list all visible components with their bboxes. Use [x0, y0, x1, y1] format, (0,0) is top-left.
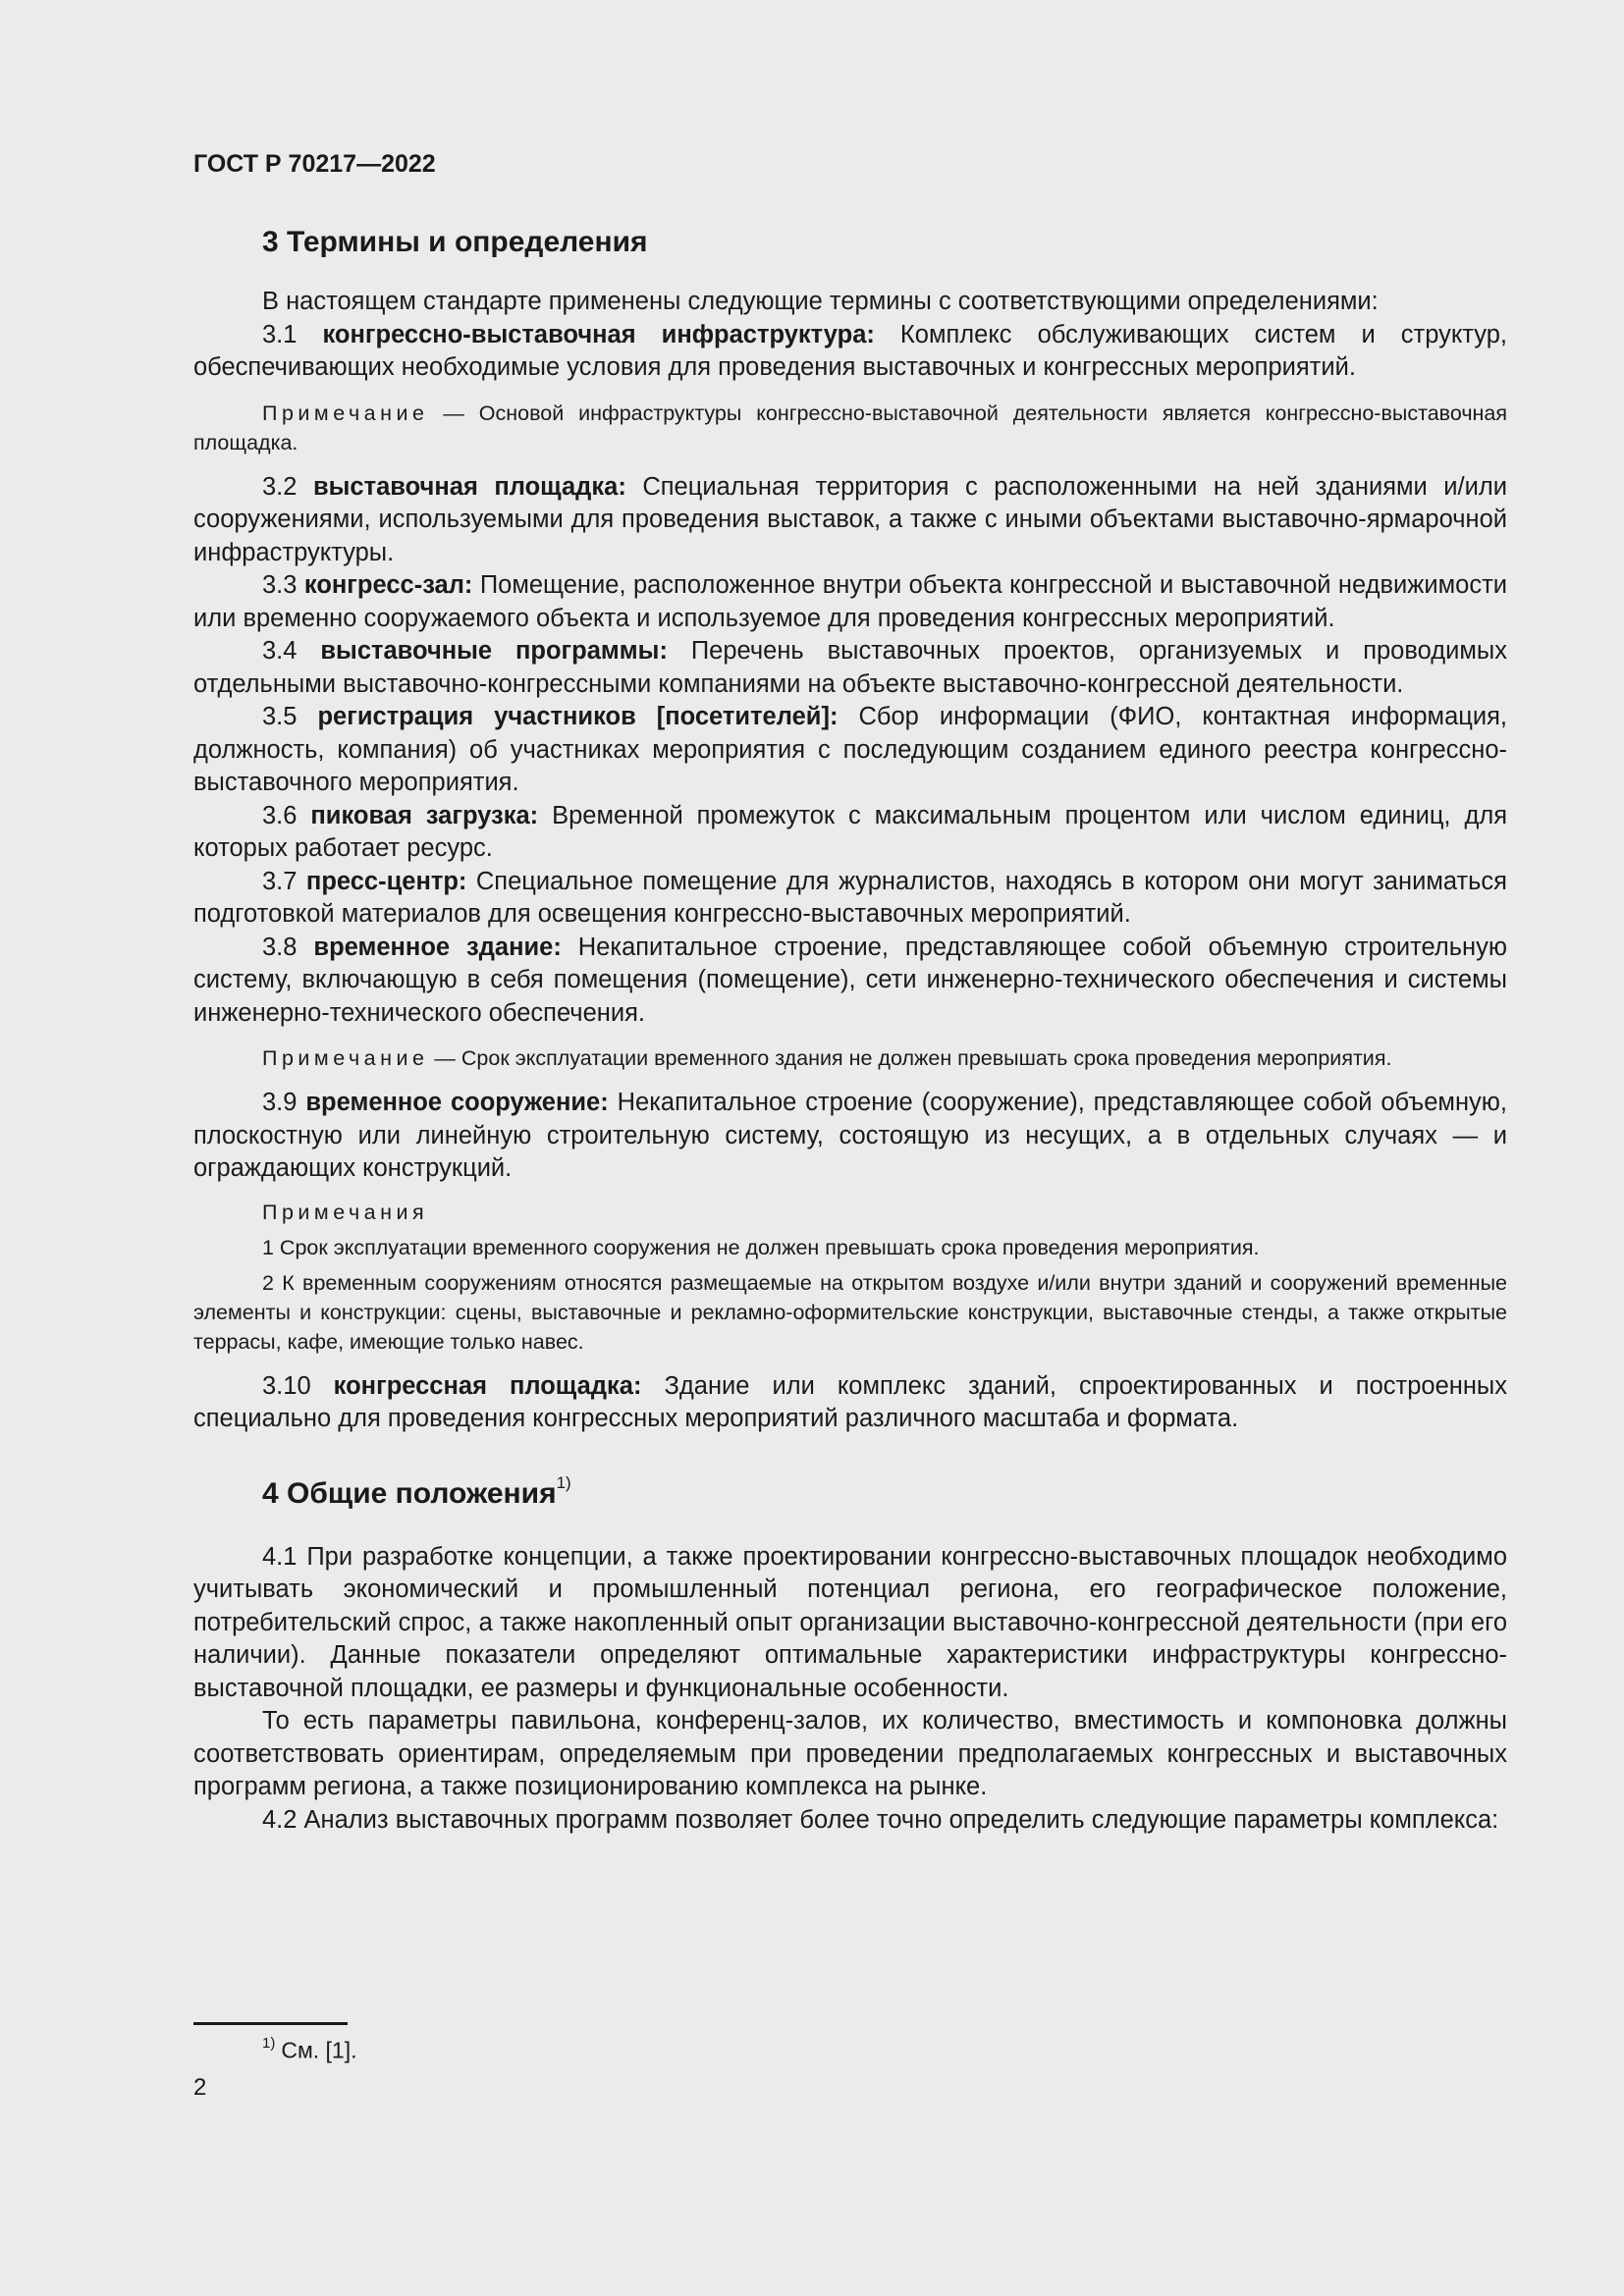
term-name: временное сооружение: [305, 1089, 609, 1116]
note-item: 1 Срок эксплуатации временного сооружения не должен превышать срока проведения мероприятия. [262, 1235, 1260, 1259]
note-label: Примечание [262, 400, 429, 425]
page-content [193, 142, 1507, 1837]
term-definition: Помещение, расположенное внутри объекта конгрессной и выставочной недвижимости или временно сооружаемого объекта и используемое для проведения конгрессных мероприятий. [193, 571, 1507, 632]
term-name: выставочные программы: [320, 637, 668, 665]
term-number: 3.10 [262, 1371, 311, 1400]
term-definition: Некапитальное строение, представляющее собой объемную строительную систему, включающую в себя помещения (помещение), сети инженерно-технического обеспечения и системы инженерно-технического обеспечения. [193, 933, 1507, 1027]
term-number: 3.5 [262, 703, 298, 730]
note-label: Примечание [262, 1046, 429, 1070]
section-3-title: 3 Термины и определения [262, 226, 648, 258]
term-number: 3.3 [262, 571, 298, 599]
footnote [262, 2031, 357, 2065]
term-3-7 [193, 866, 1507, 932]
section-4-title [193, 1466, 1507, 1516]
term-name: пиковая загрузка: [310, 801, 539, 829]
term-3-1 [193, 319, 1507, 385]
term-3-2 [193, 471, 1507, 570]
term-number: 3.4 [262, 637, 298, 665]
term-3-4 [193, 635, 1507, 701]
term-3-10 [193, 1370, 1507, 1436]
term-3-5 [193, 701, 1507, 800]
footnote-mark: 1) [262, 2035, 276, 2052]
paragraph-4-2: 4.2 Анализ выставочных программ позволяет более точно определить следующие параметры комплекса: [262, 1805, 1499, 1834]
term-number: 3.7 [262, 867, 298, 895]
term-definition: Специальное помещение для журналистов, находясь в котором они могут заниматься подготовкой материалов для освещения конгрессно-выставочных мероприятий. [193, 867, 1507, 928]
term-number: 3.9 [262, 1089, 298, 1116]
page-number: 2 [193, 2074, 207, 2101]
term-number: 3.8 [262, 933, 298, 961]
paragraph-4-1-cont: То есть параметры павильона, конференц-залов, их количество, вместимость и компоновка должны соответствовать ориентирам, определяемым при проведении предполагаемых конгрессных и выставочных программ региона, а также позиционированию комплекса на рынке. [193, 1707, 1507, 1800]
term-name: конгрессная площадка: [333, 1371, 642, 1400]
notes-3-9 [193, 1198, 1507, 1357]
notes-label: Примечания [262, 1200, 429, 1224]
term-definition: Временной промежуток с максимальным процентом или числом единиц, для которых работает ресурс. [193, 801, 1508, 862]
term-3-8 [193, 932, 1507, 1031]
term-name: временное здание: [313, 933, 562, 961]
section-3-intro: В настоящем стандарте применены следующие термины с соответствующими определениями: [262, 288, 1379, 315]
term-number: 3.1 [262, 320, 298, 348]
term-definition: Некапитальное строение (сооружение), представляющее собой объемную, плоскостную или линейную строительную систему, состоящую из несущих, а в отдельных случаях — и ограждающих конструкций. [193, 1089, 1507, 1182]
paragraph-4-1: 4.1 При разработке концепции, а также проектировании конгрессно-выставочных площадок необходимо учитывать экономический и промышленный потенциал региона, его географическое положение, потребительский спрос, а также накопленный опыт организации выставочно-конгрессной деятельности (при его наличии). Данные показатели определяют оптимальные характеристики инфраструктуры конгрессно-выставочной площадки, ее размеры и функциональные особенности. [193, 1542, 1507, 1702]
term-definition: Сбор информации (ФИО, контактная информация, должность, компания) об участниках мероприятия с последующим созданием единого реестра конгрессно-выставочного мероприятия. [193, 703, 1507, 796]
term-name: регистрация участников [посетителей]: [317, 703, 839, 730]
note-text: — Срок эксплуатации временного здания не должен превышать срока проведения мероприятия. [428, 1046, 1392, 1070]
footnote-text: См. [1]. [281, 2037, 357, 2063]
note-3-1 [193, 399, 1507, 457]
term-number: 3.6 [262, 801, 298, 829]
term-name: конгрессно-выставочная инфраструктура: [322, 320, 875, 348]
term-3-6 [193, 800, 1507, 866]
term-name: пресс-центр: [305, 867, 467, 895]
term-definition: Перечень выставочных проектов, организуемых и проводимых отдельными выставочно-конгрессными компаниями на объекте выставочно-конгрессной деятельности. [193, 637, 1507, 698]
note-text: — Основой инфраструктуры конгрессно-выставочной деятельности является конгрессно-выставочная площадка. [193, 400, 1507, 454]
note-3-8 [193, 1043, 1507, 1073]
term-definition: Комплекс обслуживающих систем и структур, обеспечивающих необходимые условия для проведения выставочных и конгрессных мероприятий. [193, 320, 1507, 381]
term-name: конгресс-зал: [303, 571, 473, 599]
term-number: 3.2 [262, 472, 298, 501]
term-3-3 [193, 569, 1507, 635]
term-name: выставочная площадка: [312, 472, 626, 501]
term-definition: Специальная территория с расположенными на ней зданиями и/или сооружениями, используемыми для проведения выставок, а также с иными объектами выставочно-ярмарочной инфраструктуры. [193, 472, 1507, 566]
term-definition: Здание или комплекс зданий, спроектированных и построенных специально для проведения конгрессных мероприятий различного масштаба и формата. [193, 1371, 1507, 1432]
note-item: 2 К временным сооружениям относятся размещаемые на открытом воздухе и/или внутри зданий и сооружений временные элементы и конструкции: сцены, выставочные и рекламно-оформительские конструкции, выставочные стенды, а также открытые террасы, кафе, имеющие только навес. [193, 1270, 1507, 1354]
document-code: ГОСТ Р 70217—2022 [193, 150, 436, 178]
footnote-reference[interactable]: 1) [556, 1472, 571, 1492]
term-3-9 [193, 1087, 1507, 1186]
footnote-divider [193, 2022, 348, 2025]
section-4-title-text: 4 Общие положения [262, 1476, 557, 1510]
